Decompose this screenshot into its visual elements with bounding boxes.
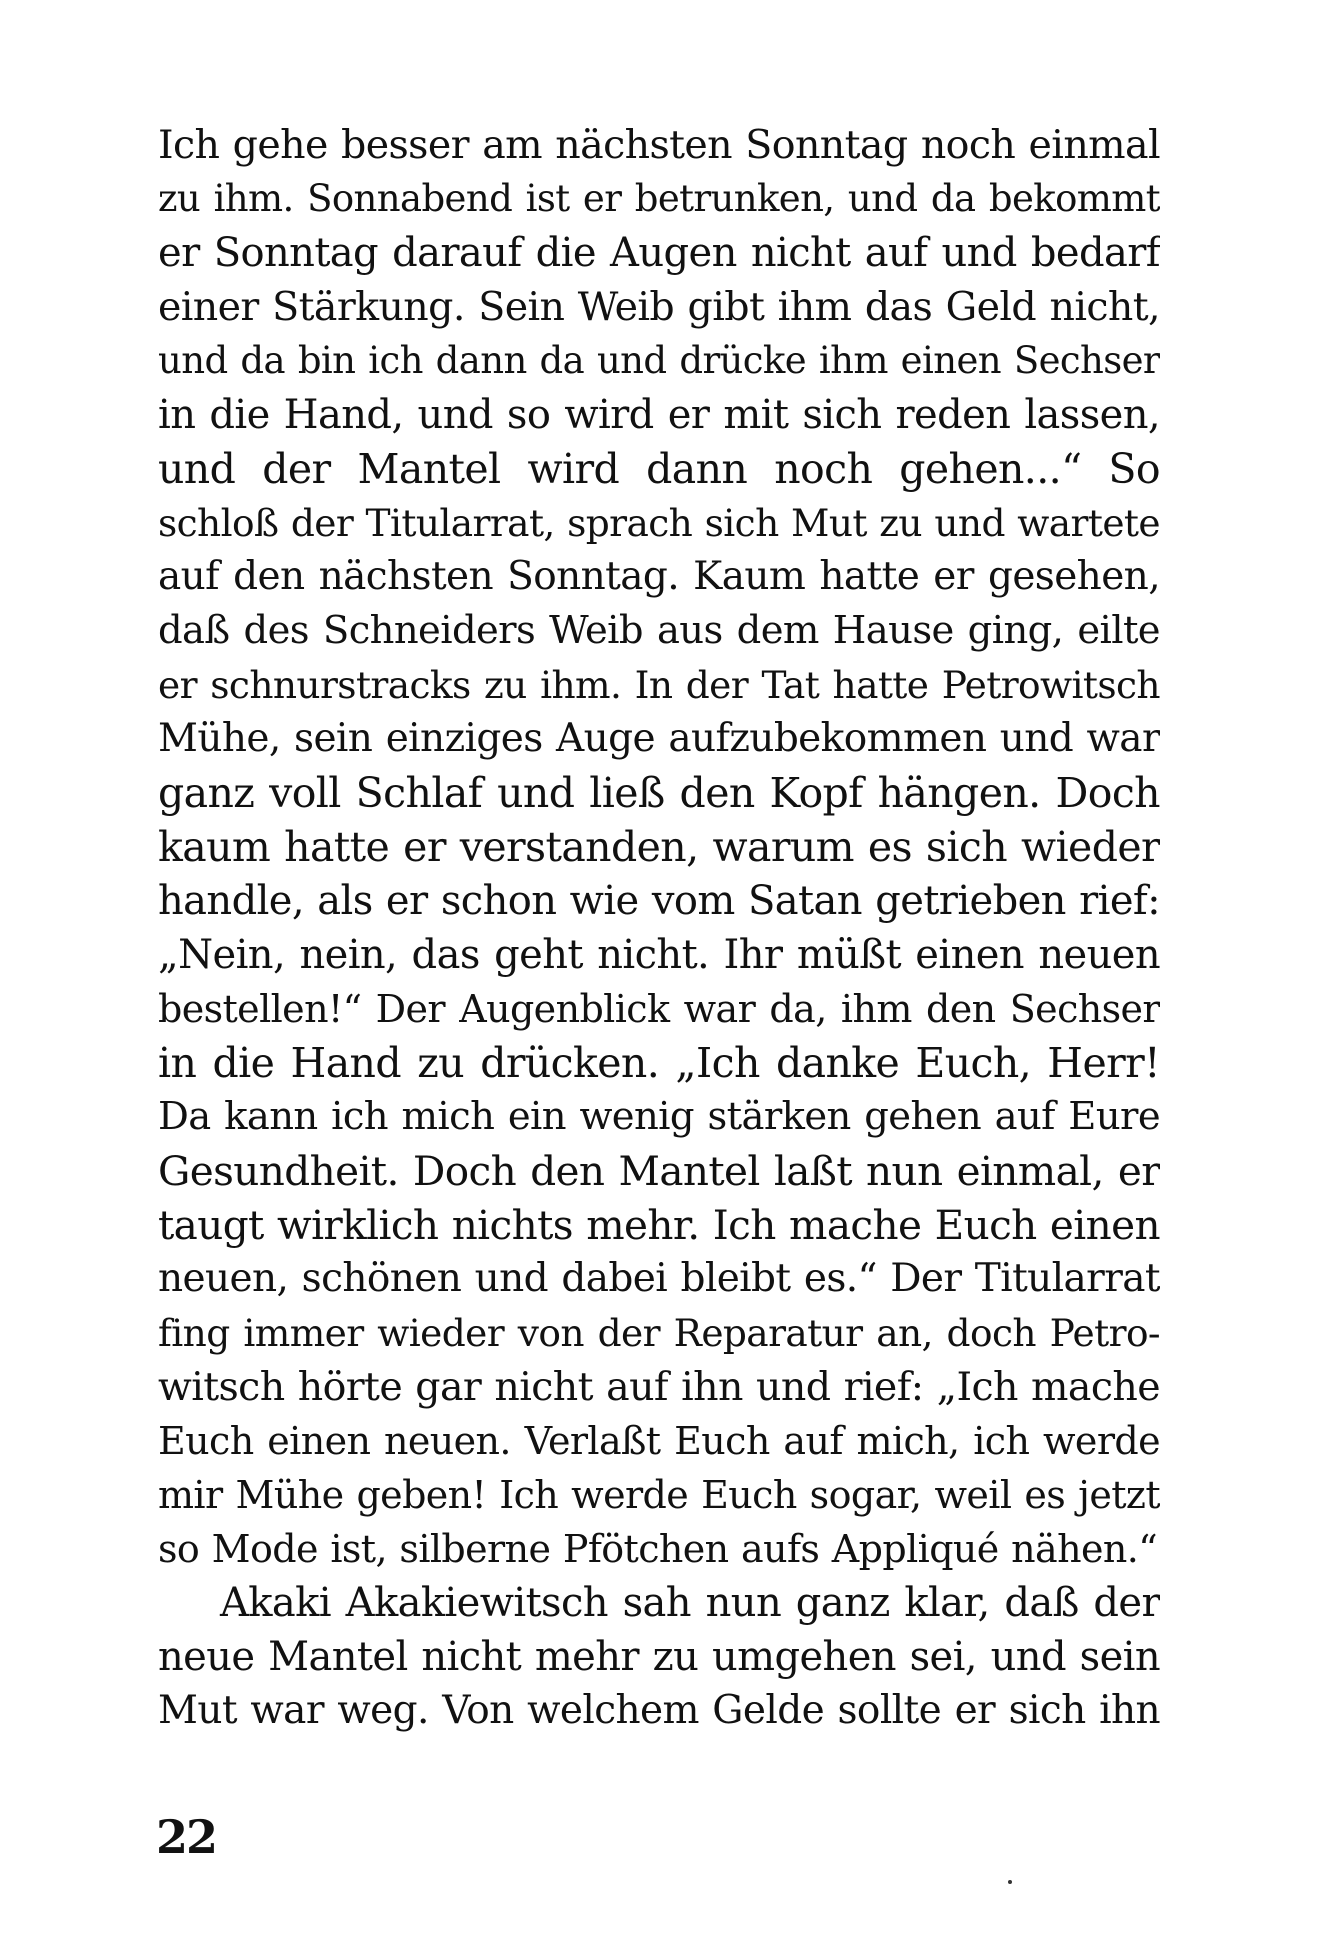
- text-line: einer Stärkung. Sein Weib gibt ihm das Geld nicht,: [158, 284, 1160, 330]
- text-line: mir Mühe geben! Ich werde Euch sogar, weil es jetzt: [158, 1473, 1160, 1517]
- text-line: neuen, schönen und dabei bleibt es.“ Der Titularrat: [158, 1256, 1160, 1301]
- text-line: Da kann ich mich ein wenig stärken gehen auf Eure: [158, 1094, 1160, 1139]
- text-line: fing immer wieder von der Reparatur an, doch Petro-: [158, 1311, 1160, 1355]
- text-line: schloß der Titularrat, sprach sich Mut zu und wartete: [158, 501, 1160, 545]
- text-line: Mühe, sein einziges Auge aufzubekommen und war: [158, 716, 1160, 761]
- text-line: auf den nächsten Sonntag. Kaum hatte er gesehen,: [158, 554, 1160, 599]
- text-line: so Mode ist, silberne Pfötchen aufs Appliqué nähen.“: [158, 1527, 1158, 1571]
- text-line: witsch hörte gar nicht auf ihn und rief: „Ich mache: [158, 1364, 1160, 1410]
- text-line: in die Hand, und so wird er mit sich reden lassen,: [158, 392, 1160, 438]
- text-line: in die Hand zu drücken. „Ich danke Euch, Herr!: [158, 1039, 1160, 1087]
- text-line: zu ihm. Sonnabend ist er betrunken, und da bekommt: [158, 177, 1160, 220]
- text-line: „Nein, nein, das geht nicht. Ihr müßt einen neuen: [158, 932, 1160, 978]
- scan-speck: [1008, 1880, 1012, 1884]
- text-line: Euch einen neuen. Verlaßt Euch auf mich, ich werde: [158, 1419, 1160, 1463]
- text-line: daß des Schneiders Weib aus dem Hause ging, eilte: [158, 608, 1160, 653]
- text-line: und der Mantel wird dann noch gehen...“ So: [158, 445, 1160, 493]
- text-line: kaum hatte er verstanden, warum es sich wieder: [158, 823, 1160, 871]
- text-line: neue Mantel nicht mehr zu umgehen sei, und sein: [158, 1634, 1160, 1680]
- text-line: er Sonntag darauf die Augen nicht auf und bedarf: [158, 230, 1160, 276]
- text-line: handle, als er schon wie vom Satan getrieben rief:: [158, 878, 1160, 924]
- text-line: Mut war weg. Von welchem Gelde sollte er sich ihn: [158, 1688, 1160, 1733]
- text-line: ganz voll Schlaf und ließ den Kopf hängen. Doch: [158, 769, 1160, 817]
- text-line: taugt wirklich nichts mehr. Ich mache Euch einen: [158, 1201, 1160, 1249]
- page-number: 22: [156, 1810, 217, 1864]
- paragraph-start-line: Akaki Akakiewitsch sah nun ganz klar, daß der: [220, 1580, 1160, 1626]
- text-line: Ich gehe besser am nächsten Sonntag noch einmal: [158, 122, 1160, 168]
- text-line: Gesundheit. Doch den Mantel laßt nun einmal, er: [158, 1147, 1160, 1195]
- text-line: bestellen!“ Der Augenblick war da, ihm den Sechser: [158, 987, 1160, 1031]
- text-line: und da bin ich dann da und drücke ihm einen Sechser: [158, 339, 1160, 382]
- text-line: er schnurstracks zu ihm. In der Tat hatte Petrowitsch: [158, 663, 1160, 707]
